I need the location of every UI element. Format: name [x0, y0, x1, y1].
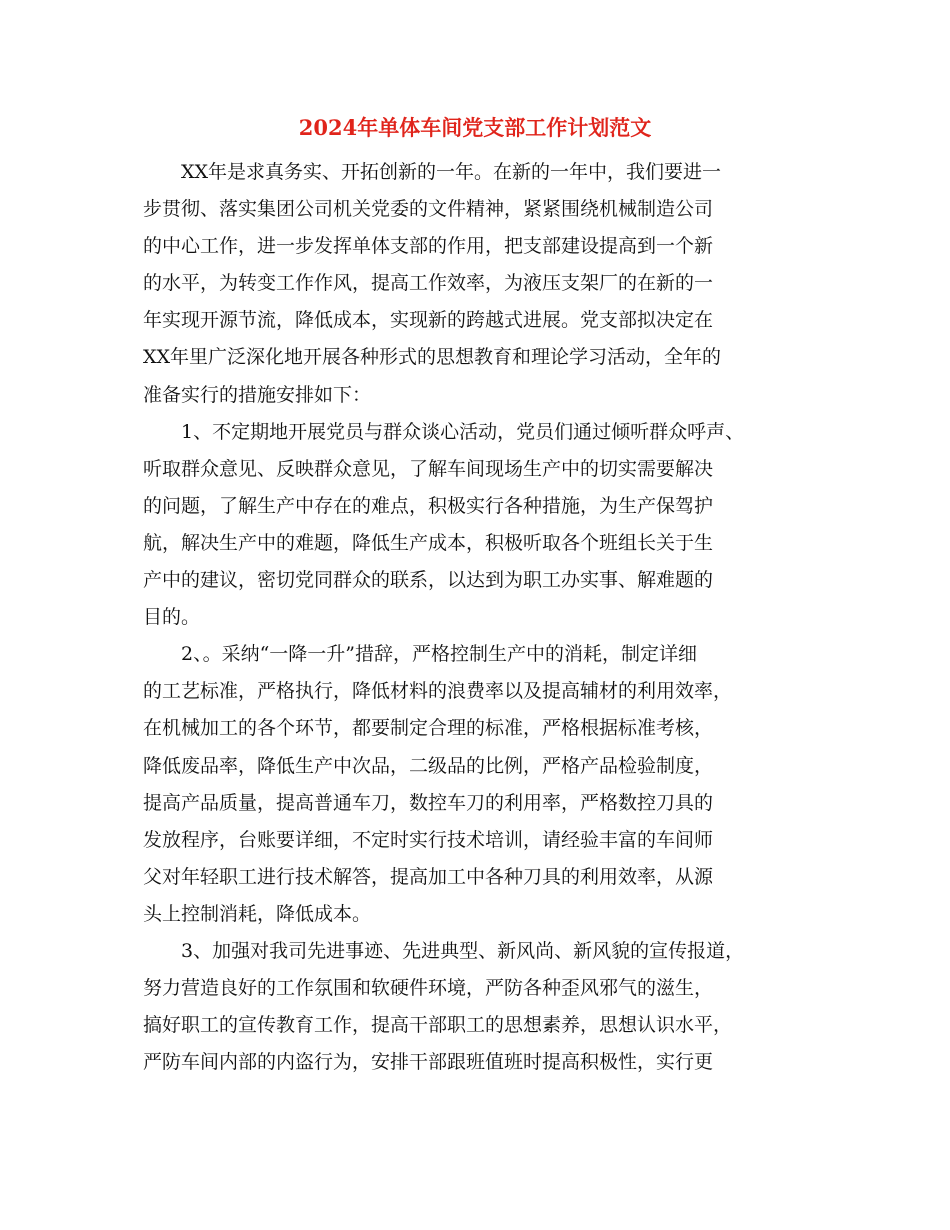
paragraph-item-1 [143, 414, 823, 637]
paragraph-item-3 [143, 933, 823, 1081]
text-line: 年实现开源节流，降低成本，实现新的跨越式进展。党支部拟决定在 [143, 309, 714, 332]
text-line: 听取群众意见、反映群众意见，了解车间现场生产中的切实需要解决 [143, 457, 714, 480]
text-line: 准备实行的措施安排如下： [143, 383, 372, 406]
paragraph-item-2 [143, 636, 823, 933]
text-line: 的水平，为转变工作作风，提高工作效率，为液压支架厂的在新的一 [143, 272, 714, 295]
text-line: 努力营造良好的工作氛围和软硬件环境，严防各种歪风邪气的滋生， [143, 977, 714, 1000]
text-line: 产中的建议，密切党同群众的联系，以达到为职工办实事、解难题的 [143, 569, 714, 592]
text-line: 搞好职工的宣传教育工作，提高干部职工的思想素养，思想认识水平， [143, 1014, 733, 1037]
document-body [143, 154, 823, 1081]
text-line: 目的。 [143, 606, 201, 629]
text-line: 的中心工作，进一步发挥单体支部的作用，把支部建设提高到一个新 [143, 235, 714, 258]
text-line: XX年是求真务实、开拓创新的一年。在新的一年中，我们要进一 [181, 161, 722, 183]
text-line: 3、加强对我司先进事迹、先进典型、新风尚、新风貌的宣传报道， [181, 939, 745, 962]
text-line: 发放程序，台账要详细，不定时实行技术培训，请经验丰富的车间师 [143, 828, 714, 851]
text-line: 2、。采纳“一降一升”措辞，严格控制生产中的消耗，制定详细 [181, 643, 698, 666]
text-line: 严防车间内部的内盗行为，安排干部跟班值班时提高积极性，实行更 [143, 1051, 714, 1074]
text-line: 提高产品质量，提高普通车刀，数控车刀的利用率，严格数控刀具的 [143, 791, 714, 814]
text-line: 父对年轻职工进行技术解答，提高加工中各种刀具的利用效率，从源 [143, 865, 714, 888]
text-line: 的工艺标准，严格执行，降低材料的浪费率以及提高辅材的利用效率， [143, 680, 733, 703]
text-line: XX年里广泛深化地开展各种形式的思想教育和理论学习活动，全年的 [143, 346, 722, 369]
text-line: 降低废品率，降低生产中次品，二级品的比例，严格产品检验制度， [143, 754, 714, 777]
text-line: 的问题，了解生产中存在的难点，积极实行各种措施，为生产保驾护 [143, 494, 714, 517]
text-line: 步贯彻、落实集团公司机关党委的文件精神，紧紧围绕机械制造公司 [143, 198, 714, 221]
paragraph-intro [143, 154, 823, 414]
text-line: 1、不定期地开展党员与群众谈心活动，党员们通过倾听群众呼声、 [181, 420, 745, 443]
text-line: 头上控制消耗，降低成本。 [143, 902, 372, 925]
text-line: 在机械加工的各个环节，都要制定合理的标准，严格根据标准考核， [143, 717, 714, 740]
text-line: 航，解决生产中的难题，降低生产成本，积极听取各个班组长关于生 [143, 531, 714, 554]
document-title: 2024年单体车间党支部工作计划范文 [298, 115, 652, 140]
